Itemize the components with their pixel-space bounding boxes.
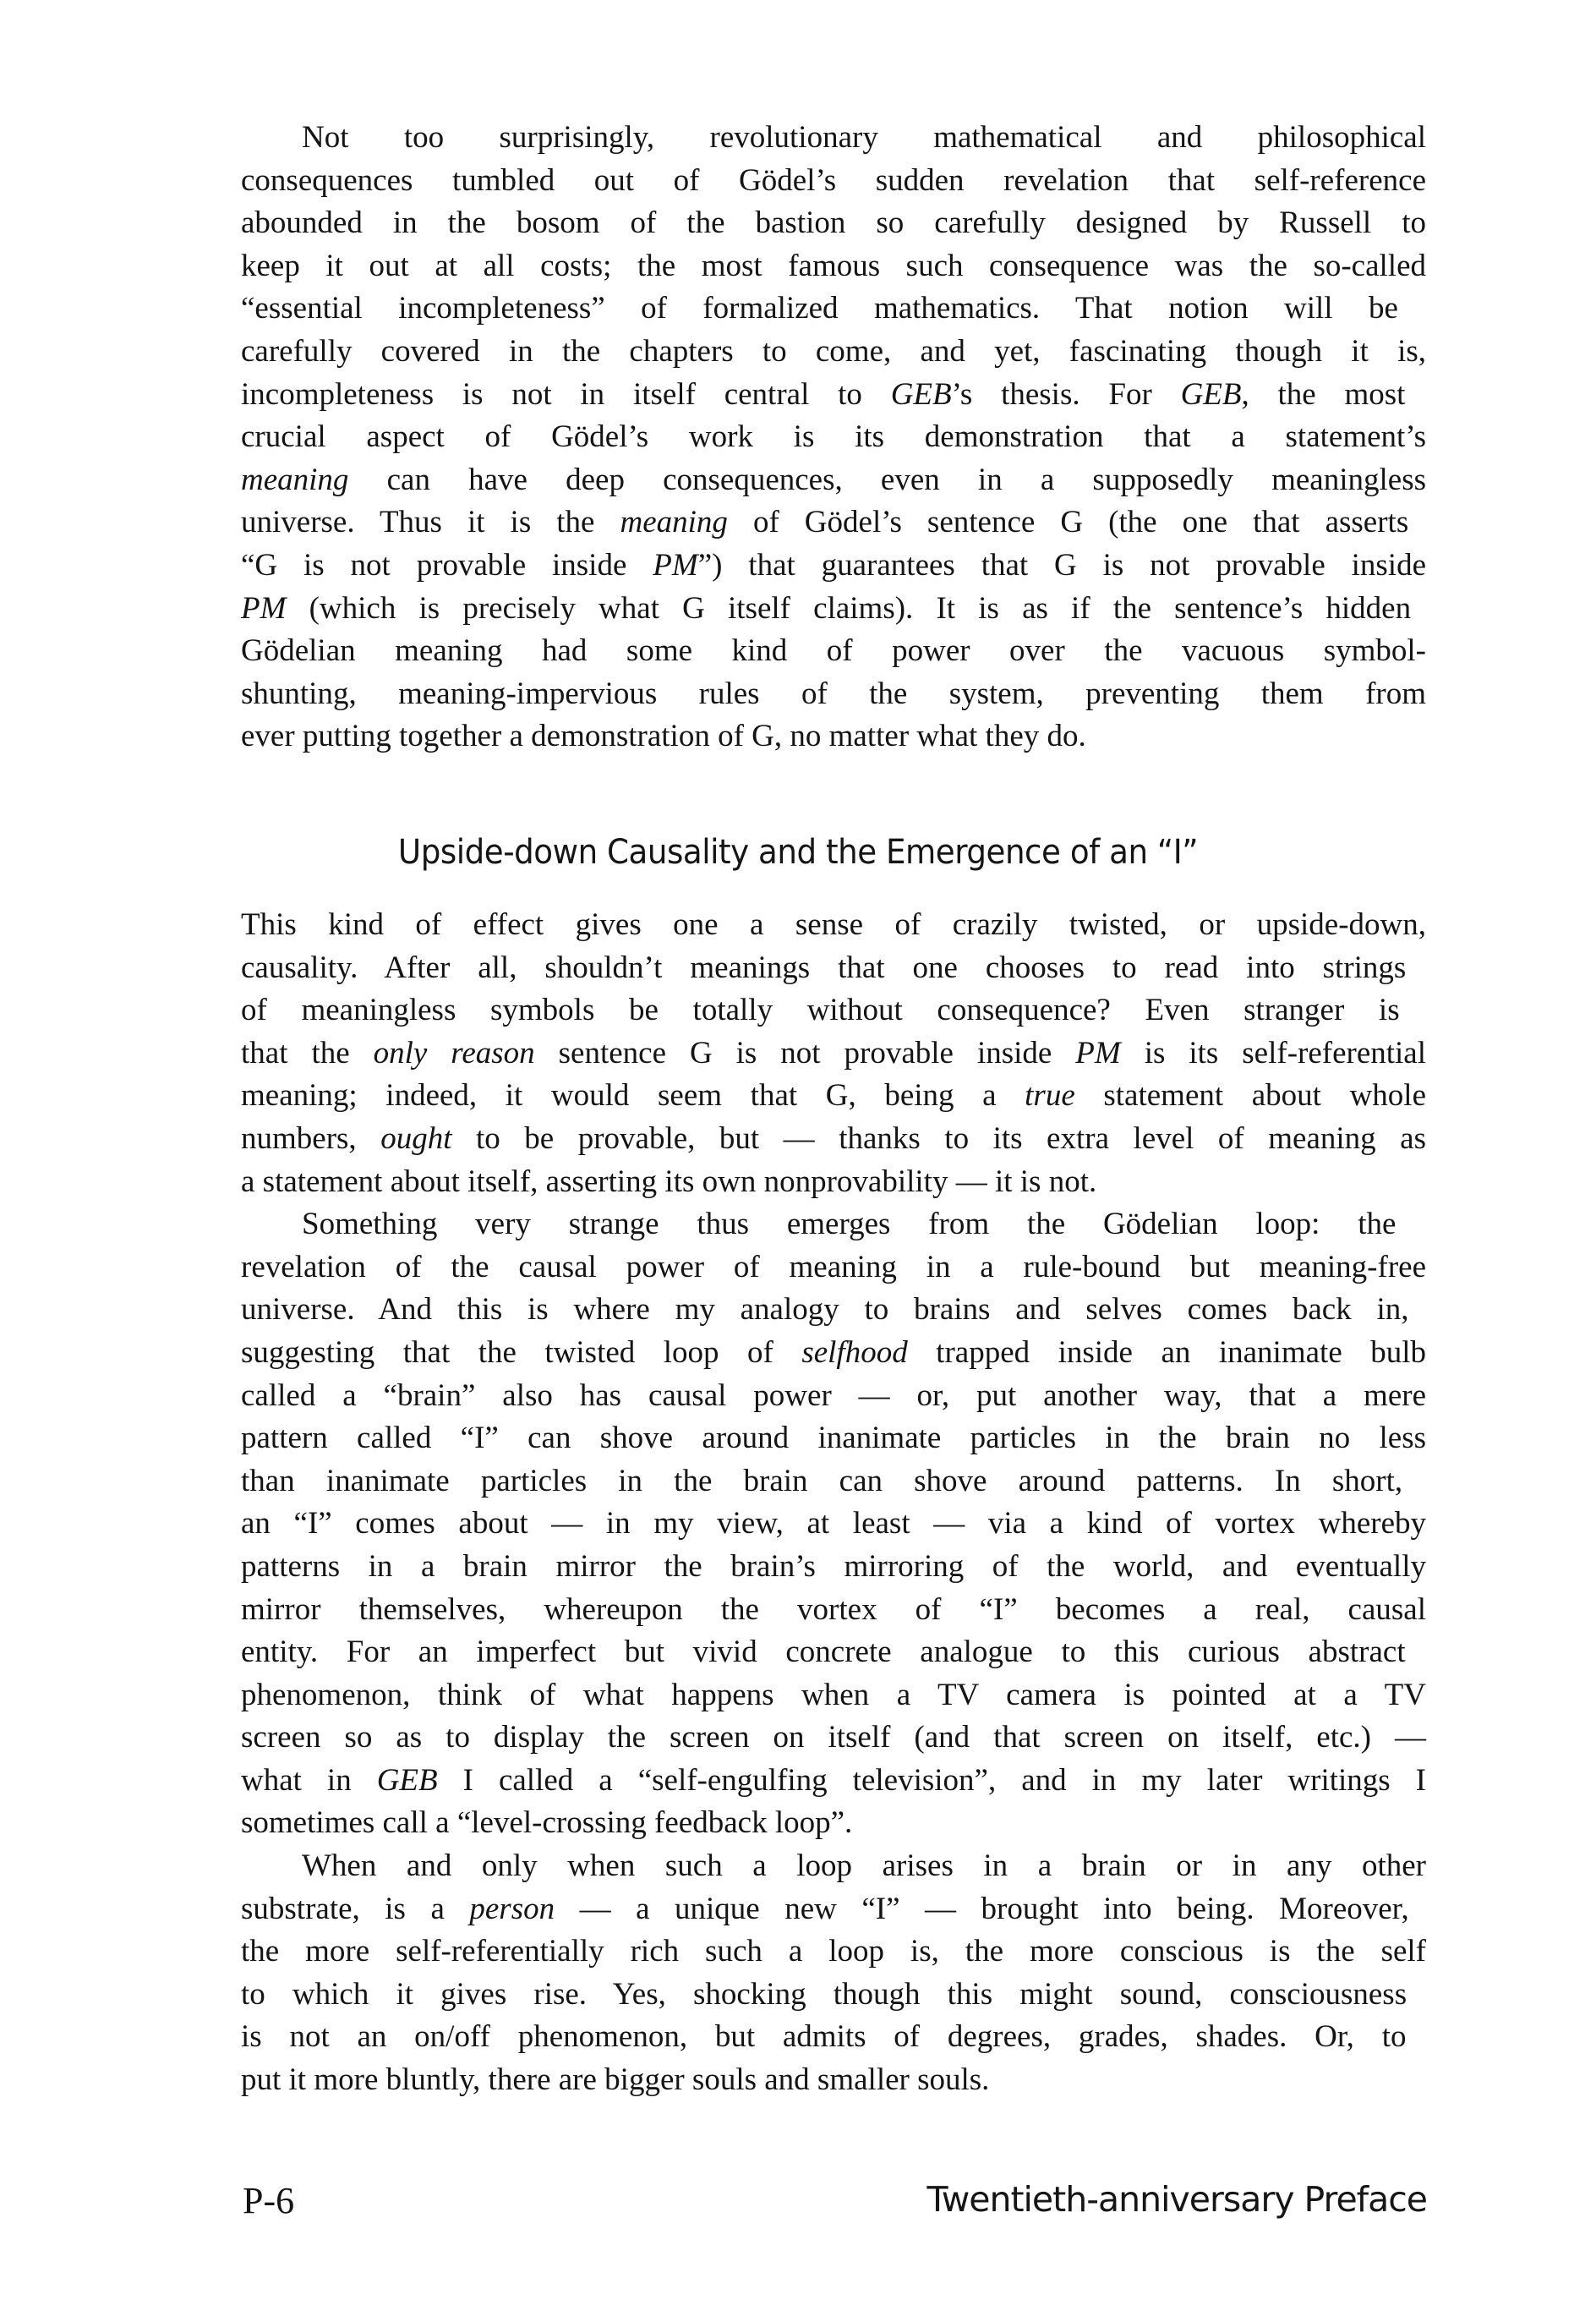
italic-run: GEB bbox=[890, 376, 952, 412]
text-line bbox=[241, 1845, 1426, 1888]
text-line bbox=[241, 331, 1426, 374]
text-run: of meaningless symbols be totally without consequence? Even stranger is bbox=[241, 993, 1400, 1028]
text-line bbox=[241, 904, 1426, 947]
text-line bbox=[241, 2059, 1426, 2102]
text-line bbox=[241, 2016, 1426, 2059]
text-line bbox=[241, 715, 1426, 758]
section-heading: Upside-down Causality and the Emergence of an “I” bbox=[397, 833, 1199, 873]
text-line bbox=[241, 989, 1426, 1032]
text-run: is not an on/off phenomenon, but admits of degrees, grades, shades. Or, to bbox=[241, 2019, 1407, 2055]
text-line bbox=[241, 459, 1426, 502]
text-run: a statement about itself, asserting its own nonprovability — it is not. bbox=[241, 1164, 1097, 1199]
text-run: statement about whole bbox=[1074, 1078, 1426, 1114]
text-run: patterns in a brain mirror the brain’s mirroring of the world, and eventually bbox=[241, 1548, 1426, 1584]
italic-run: ought bbox=[380, 1120, 452, 1156]
text-run: revelation of the causal power of meaning in a rule-bound but meaning-free bbox=[241, 1249, 1426, 1284]
text-run: suggesting that the twisted loop of bbox=[241, 1334, 802, 1370]
text-line bbox=[241, 1888, 1426, 1931]
text-run: I called a “self-engulfing television”, and in my later writings I bbox=[437, 1762, 1426, 1798]
italic-run: only reason bbox=[373, 1035, 535, 1071]
text-line bbox=[241, 1460, 1426, 1503]
text-line bbox=[241, 1032, 1426, 1076]
text-line bbox=[241, 1760, 1426, 1803]
text-run: called a “brain” also has causal power — or, put another way, that a mere bbox=[241, 1377, 1426, 1413]
running-title: Twentieth-anniversary Preface bbox=[926, 2179, 1427, 2220]
text-run: to which it gives rise. Yes, shocking though this might sound, consciousness bbox=[241, 1976, 1407, 2012]
text-line bbox=[241, 1717, 1426, 1760]
italic-run: meaning bbox=[241, 462, 349, 497]
text-run: sentence G is not provable inside bbox=[534, 1035, 1076, 1071]
text-line bbox=[241, 1802, 1426, 1845]
text-line bbox=[241, 1118, 1426, 1161]
text-run: pattern called “I” can shove around inanimate particles in the brain no less bbox=[241, 1421, 1426, 1456]
text-run: sometimes call a “level-crossing feedback loop”. bbox=[241, 1805, 853, 1841]
text-run: , the most bbox=[1241, 376, 1406, 412]
paragraph-godel-consequences bbox=[241, 117, 1426, 758]
text-run: an “I” comes about — in my view, at least — via a kind of vortex whereby bbox=[241, 1506, 1426, 1542]
text-run: “essential incompleteness” of formalized mathematics. That notion will be bbox=[241, 291, 1398, 326]
text-run: numbers, bbox=[241, 1120, 381, 1156]
text-run: ”) that guarantees that G is not provable inside bbox=[697, 547, 1426, 583]
text-run: than inanimate particles in the brain can shove around patterns. In short, bbox=[241, 1463, 1403, 1498]
text-run: to be provable, but — thanks to its extra level of meaning as bbox=[451, 1120, 1426, 1156]
text-line bbox=[241, 202, 1426, 245]
text-run: phenomenon, think of what happens when a TV camera is pointed at a TV bbox=[241, 1677, 1426, 1712]
italic-run: GEB bbox=[376, 1762, 438, 1798]
italic-run: true bbox=[1025, 1078, 1075, 1114]
text-run: trapped inside an inanimate bulb bbox=[907, 1334, 1426, 1370]
text-run: Not too surprisingly, revolutionary mathematical and philosophical bbox=[302, 120, 1426, 155]
text-line bbox=[241, 1332, 1426, 1375]
text-line bbox=[241, 1631, 1426, 1674]
section-body-upside-down-causality bbox=[241, 904, 1426, 2102]
text-line bbox=[241, 1161, 1426, 1204]
text-run: ever putting together a demonstration of G, no matter what they do. bbox=[241, 719, 1086, 754]
text-run: Gödelian meaning had some kind of power over the vacuous symbol- bbox=[241, 633, 1426, 669]
text-line bbox=[241, 288, 1426, 331]
text-run: incompleteness is not in itself central to bbox=[241, 376, 891, 412]
text-run: (which is precisely what G itself claims). It is as if the sentence’s hidden bbox=[286, 590, 1412, 626]
text-line bbox=[241, 160, 1426, 203]
text-run: that the bbox=[241, 1035, 374, 1071]
text-run: — a unique new “I” — brought into being. Moreover, bbox=[555, 1891, 1409, 1926]
text-line bbox=[241, 1075, 1426, 1118]
page-number: P-6 bbox=[243, 2180, 295, 2221]
text-line bbox=[241, 245, 1426, 288]
text-run: ’s thesis. For bbox=[951, 376, 1181, 412]
text-run: substrate, is a bbox=[241, 1891, 470, 1926]
text-run: screen so as to display the screen on itself (and that screen on itself, etc.) — bbox=[241, 1720, 1426, 1755]
italic-run: person bbox=[469, 1891, 555, 1926]
text-run: carefully covered in the chapters to come, and yet, fascinating though it is, bbox=[241, 333, 1426, 369]
italic-run: PM bbox=[1075, 1035, 1121, 1071]
text-run: universe. And this is where my analogy to brains and selves comes back in, bbox=[241, 1292, 1409, 1328]
text-run: meaning; indeed, it would seem that G, being a bbox=[241, 1078, 1025, 1114]
text-run: When and only when such a loop arises in a brain or in any other bbox=[302, 1848, 1426, 1884]
italic-run: PM bbox=[653, 547, 698, 583]
text-line bbox=[241, 416, 1426, 459]
text-line bbox=[241, 117, 1426, 160]
text-run: causality. After all, shouldn’t meanings that one chooses to read into strings bbox=[241, 950, 1407, 985]
text-line bbox=[241, 947, 1426, 990]
text-line bbox=[241, 501, 1426, 545]
text-line bbox=[241, 673, 1426, 716]
text-line bbox=[241, 374, 1426, 417]
text-line bbox=[241, 1674, 1426, 1717]
text-line bbox=[241, 1930, 1426, 1974]
text-line bbox=[241, 1375, 1426, 1418]
text-line bbox=[241, 1203, 1426, 1246]
text-line bbox=[241, 1974, 1426, 2017]
text-line bbox=[241, 545, 1426, 588]
italic-run: selfhood bbox=[801, 1334, 908, 1370]
text-run: keep it out at all costs; the most famous such consequence was the so-called bbox=[241, 248, 1426, 283]
text-run: consequences tumbled out of Gödel’s sudden revelation that self-reference bbox=[241, 162, 1426, 198]
text-run: This kind of effect gives one a sense of crazily twisted, or upside-down, bbox=[241, 907, 1426, 942]
text-run: abounded in the bosom of the bastion so carefully designed by Russell to bbox=[241, 205, 1426, 241]
text-line bbox=[241, 1546, 1426, 1589]
text-line bbox=[241, 1289, 1426, 1332]
text-run: is its self-referential bbox=[1120, 1035, 1427, 1071]
italic-run: PM bbox=[241, 590, 287, 626]
text-line bbox=[241, 1589, 1426, 1632]
text-line bbox=[241, 1503, 1426, 1546]
text-run: what in bbox=[241, 1762, 377, 1798]
text-run: mirror themselves, whereupon the vortex of “I” becomes a real, causal bbox=[241, 1591, 1426, 1627]
text-run: the more self-referentially rich such a loop is, the more conscious is the self bbox=[241, 1934, 1426, 1969]
text-line bbox=[241, 1246, 1426, 1290]
text-line bbox=[241, 1417, 1426, 1460]
text-run: put it more bluntly, there are bigger souls and smaller souls. bbox=[241, 2062, 990, 2098]
text-run: Something very strange thus emerges from the Gödelian loop: the bbox=[302, 1207, 1396, 1242]
italic-run: meaning bbox=[620, 505, 728, 540]
text-run: can have deep consequences, even in a supposedly meaningless bbox=[348, 462, 1426, 497]
text-run: entity. For an imperfect but vivid concrete analogue to this curious abstract bbox=[241, 1635, 1406, 1670]
text-run: crucial aspect of Gödel’s work is its demonstration that a statement’s bbox=[241, 419, 1426, 455]
text-line bbox=[241, 630, 1426, 673]
text-run: of Gödel’s sentence G (the one that asserts bbox=[727, 505, 1409, 540]
text-run: shunting, meaning-impervious rules of the system, preventing them from bbox=[241, 676, 1426, 711]
text-line bbox=[241, 588, 1426, 631]
italic-run: GEB bbox=[1180, 376, 1242, 412]
text-run: universe. Thus it is the bbox=[241, 505, 620, 540]
text-run: “G is not provable inside bbox=[241, 547, 653, 583]
